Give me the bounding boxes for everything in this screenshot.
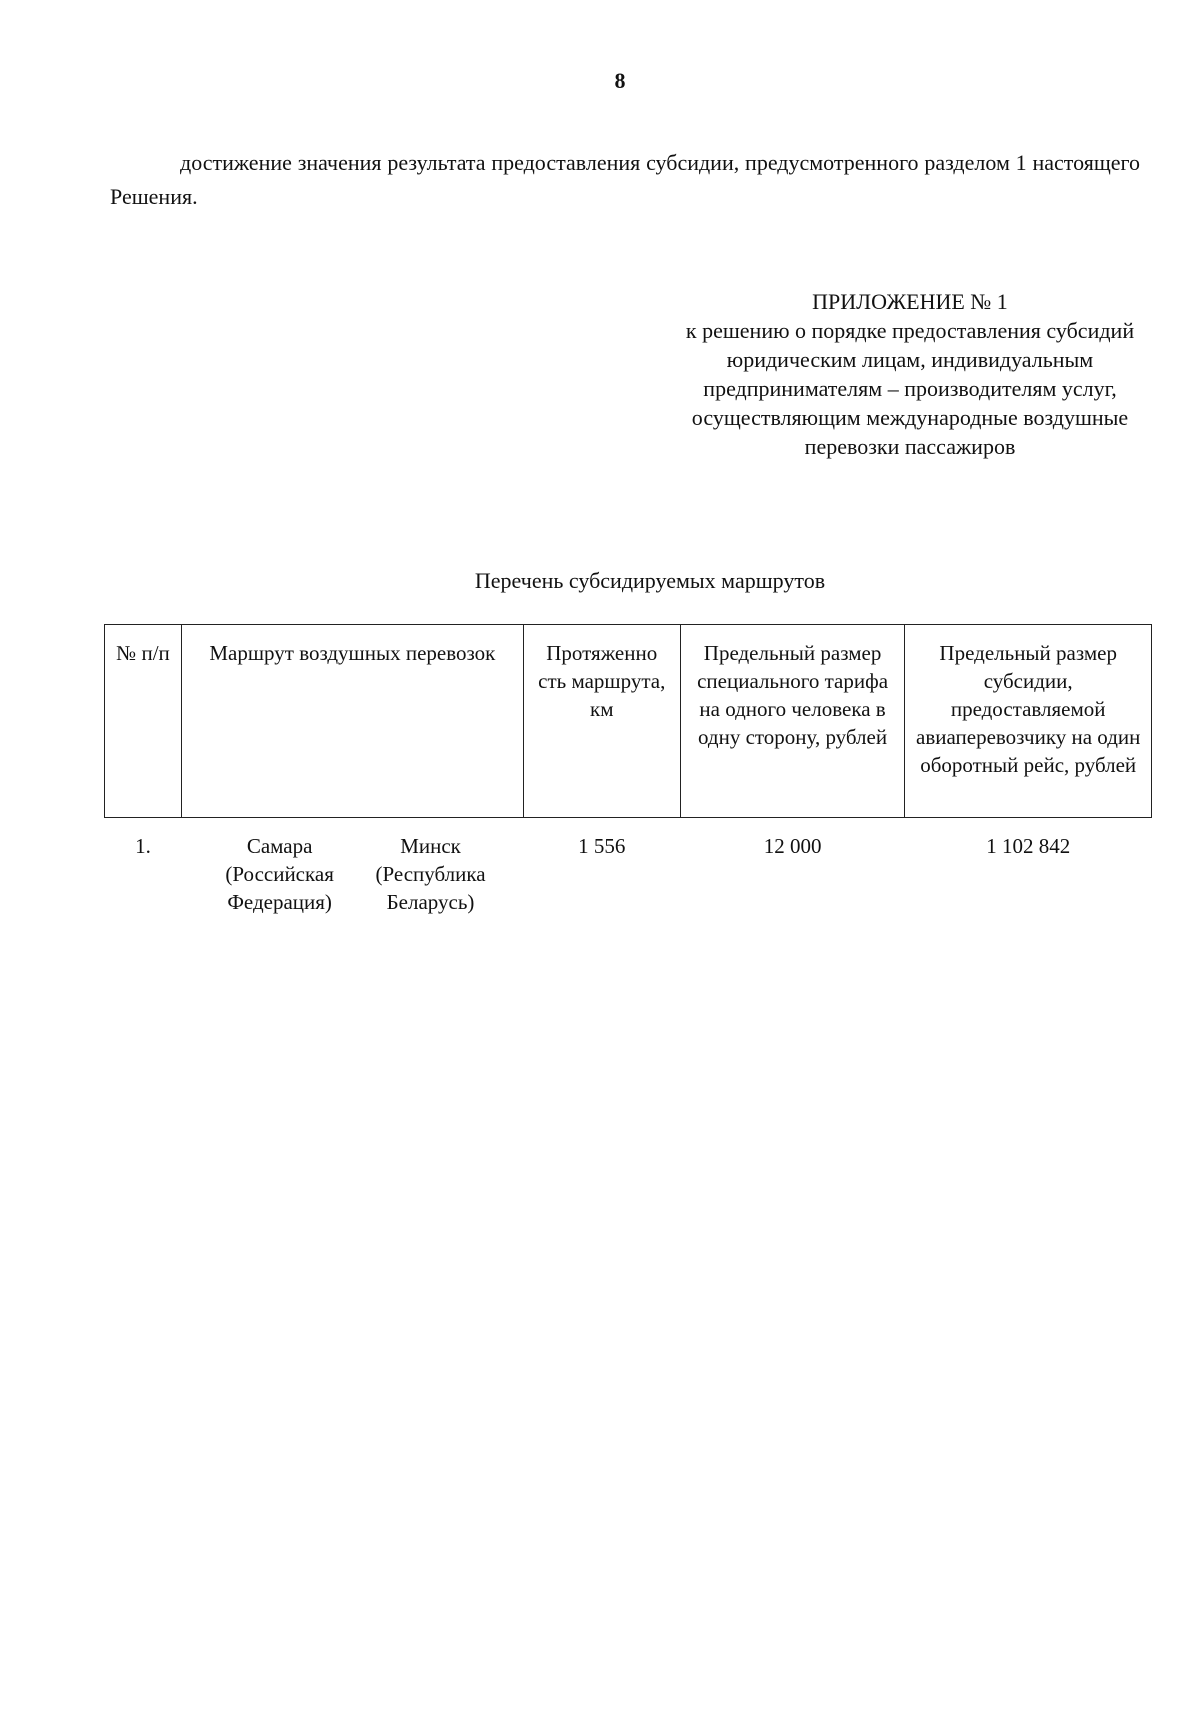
route-destination <box>358 832 503 916</box>
annex-block <box>680 287 1140 461</box>
annex-title: ПРИЛОЖЕНИЕ № 1 <box>812 289 1008 314</box>
route-pair <box>187 832 517 916</box>
row-route <box>181 818 523 921</box>
row-num: 1. <box>135 834 151 858</box>
header-num: № п/п <box>105 625 182 818</box>
annex-subtitle: к решению о порядке предоставления субсидий юридическим лицам, индивидуальным предпринимателям – производителям услуг, осуществляющим международные воздушные перевозки пассажиров <box>685 318 1135 459</box>
routes-table <box>104 624 1152 920</box>
origin-country: (Российская Федерация) <box>225 862 334 914</box>
origin-city: Самара <box>246 834 313 858</box>
page-number: 8 <box>614 68 626 93</box>
destination-country: (Республика Беларусь) <box>375 862 486 914</box>
list-title: Перечень субсидируемых маршрутов <box>474 568 826 593</box>
header-tariff: Предельный размер специального тарифа на одного человека в одну сторону, рублей <box>680 625 905 818</box>
header-route: Маршрут воздушных перевозок <box>181 625 523 818</box>
header-subsidy: Предельный размер субсидии, предоставляемой авиаперевозчику на один оборотный рейс, рублей <box>905 625 1152 818</box>
table-row <box>105 818 1152 921</box>
intro-paragraph: достижение значения результата предоставления субсидии, предусмотренного разделом 1 настоящего Решения. <box>110 150 1140 209</box>
row-subsidy: 1 102 842 <box>986 834 1071 858</box>
header-length: Протяженно сть маршрута, км <box>523 625 680 818</box>
row-tariff: 12 000 <box>763 834 822 858</box>
destination-city: Минск <box>400 834 461 858</box>
table-header-row <box>105 625 1152 818</box>
route-origin <box>201 832 357 916</box>
row-length: 1 556 <box>578 834 626 858</box>
